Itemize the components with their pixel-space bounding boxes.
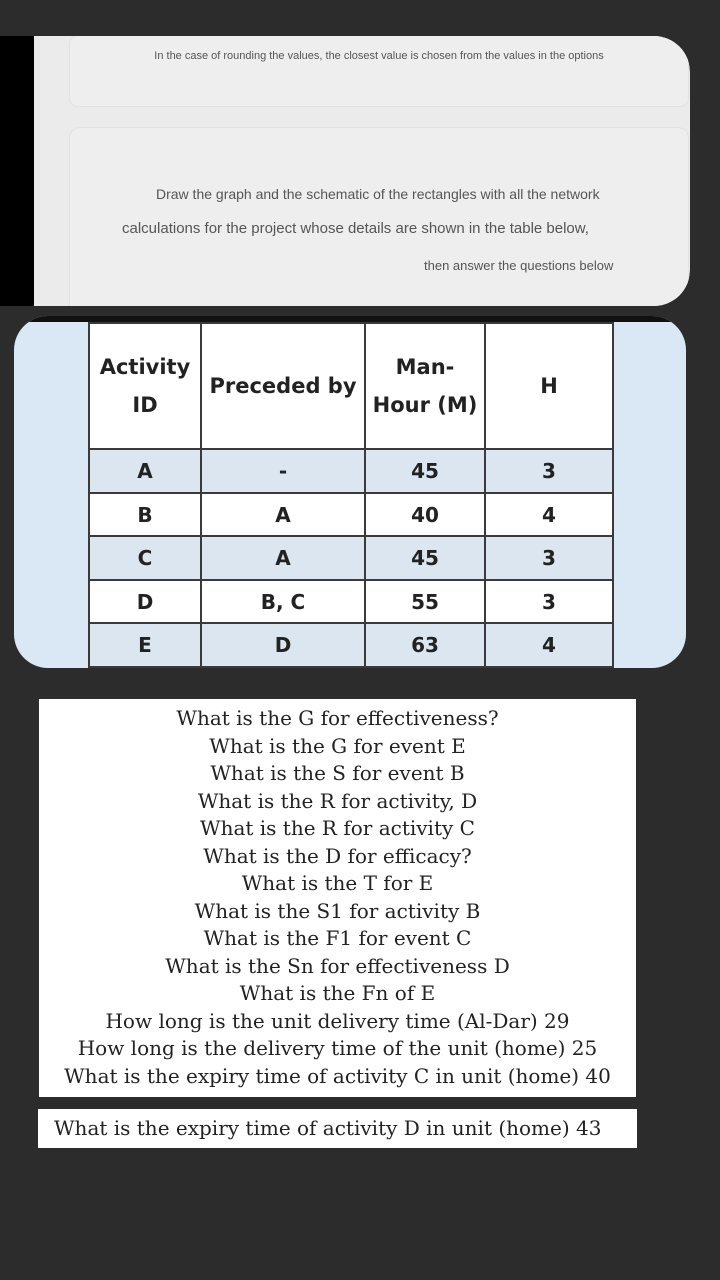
instruction-card	[0, 36, 690, 306]
question-item: What is the F1 for event C	[203, 926, 472, 950]
header-preceded-by: Preceded by	[201, 323, 365, 449]
cell-h: 4	[485, 493, 613, 537]
cell-activity-id: D	[89, 580, 201, 624]
question-item: What is the Sn for effectiveness D	[165, 953, 510, 978]
table-row	[89, 493, 613, 537]
last-question: What is the expiry time of activity D in unit (home) 43	[38, 1109, 637, 1148]
header-h: H	[485, 323, 613, 449]
cell-activity-id: C	[89, 536, 201, 580]
question-item: What is the expiry time of activity C in unit (home) 40	[64, 1063, 611, 1088]
rounding-note: In the case of rounding the values, the closest value is chosen from the values in the options	[154, 50, 604, 62]
cell-man-hour: 55	[365, 580, 485, 624]
question-item: What is the R for activity C	[200, 816, 475, 840]
question-item: How long is the delivery time of the unit (home) 25	[77, 1036, 598, 1060]
description-box	[70, 128, 688, 306]
cell-h: 3	[485, 536, 613, 580]
header-activity-line1: Activity	[99, 355, 191, 380]
cell-preceded-by: -	[201, 449, 365, 493]
activity-table-card	[14, 316, 686, 668]
table-row	[89, 580, 613, 624]
question-item: How long is the unit delivery time (Al-Dar) 29	[105, 1008, 570, 1033]
table-row	[89, 536, 613, 580]
cell-h: 3	[485, 449, 613, 493]
cell-man-hour: 45	[365, 536, 485, 580]
question-item: What is the S for event B	[210, 761, 465, 785]
questions-list	[39, 699, 636, 1090]
description-line-3: then answer the questions below	[424, 258, 614, 273]
table-row	[89, 449, 613, 493]
questions-panel	[39, 699, 636, 1097]
question-item: What is the Fn of E	[239, 981, 436, 1005]
description-line-2: calculations for the project whose details are shown in the table below,	[122, 220, 589, 237]
cell-h: 3	[485, 580, 613, 624]
cell-preceded-by: A	[201, 536, 365, 580]
question-item: What is the D for efficacy?	[203, 843, 472, 868]
header-manhour-line2: Hour (M)	[372, 393, 478, 418]
cell-man-hour: 40	[365, 493, 485, 537]
table-row	[89, 623, 613, 667]
cell-h: 4	[485, 623, 613, 667]
cell-activity-id: B	[89, 493, 201, 537]
instruction-panel	[34, 36, 690, 306]
header-activity-line2: ID	[132, 393, 158, 418]
activity-table	[88, 322, 614, 668]
cell-activity-id: E	[89, 623, 201, 667]
rounding-note-box	[70, 36, 688, 106]
cell-man-hour: 63	[365, 623, 485, 667]
question-item: What is the S1 for activity B	[194, 898, 481, 923]
question-item: What is the G for event E	[209, 733, 466, 758]
header-man-hour	[365, 323, 485, 449]
cell-preceded-by: B, C	[201, 580, 365, 624]
cell-preceded-by: D	[201, 623, 365, 667]
table-header-row	[89, 323, 613, 449]
cell-man-hour: 45	[365, 449, 485, 493]
cell-preceded-by: A	[201, 493, 365, 537]
description-line-1: Draw the graph and the schematic of the rectangles with all the network	[156, 186, 600, 202]
question-item: What is the G for effectiveness?	[176, 706, 499, 730]
question-item: What is the R for activity, D	[197, 788, 478, 813]
header-manhour-line1: Man-	[395, 355, 455, 380]
header-activity-id	[89, 323, 201, 449]
question-item: What is the T for E	[241, 871, 434, 895]
cell-activity-id: A	[89, 449, 201, 493]
